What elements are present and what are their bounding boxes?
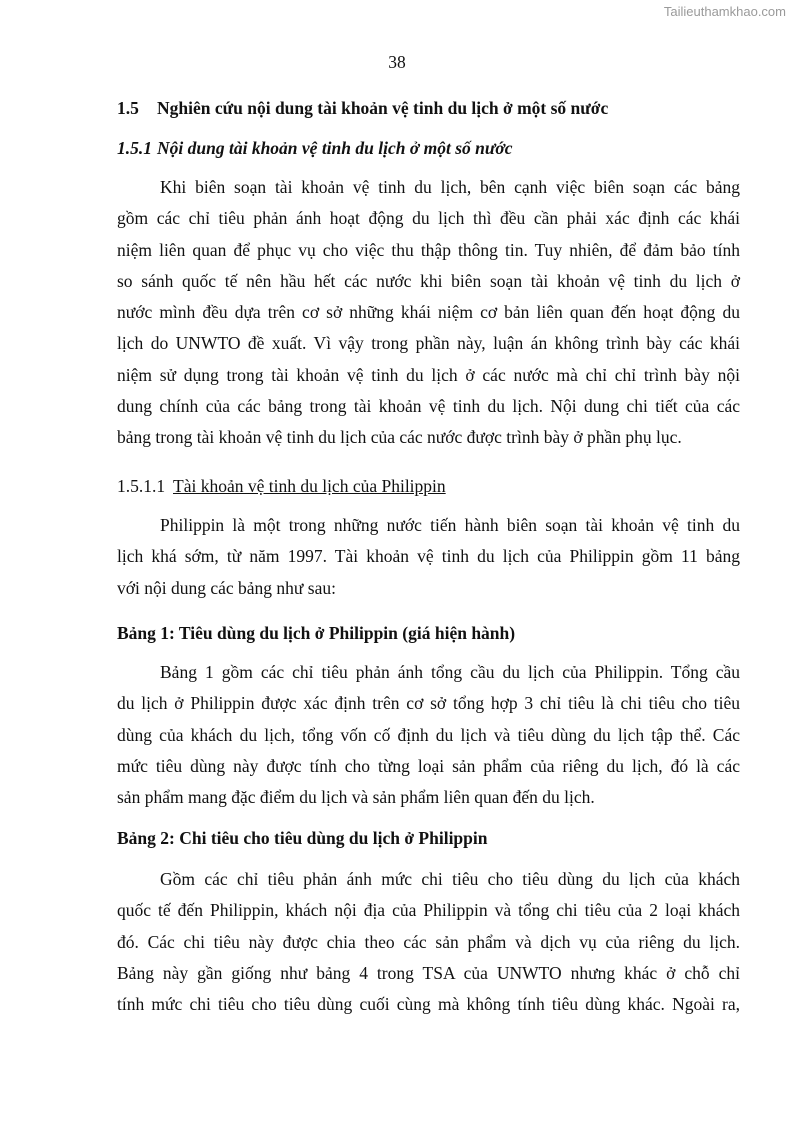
subsubsection-number: 1.5.1.1: [117, 476, 166, 496]
text-line: mức tiêu dùng này được tính cho từng loại sản phẩm của riêng du lịch, đó là các: [117, 755, 740, 776]
text-line: Gồm các chỉ tiêu phản ánh mức chi tiêu cho tiêu dùng du lịch của khách: [160, 869, 740, 889]
text-line: Khi biên soạn tài khoản vệ tinh du lịch, bên cạnh việc biên soạn các bảng: [160, 177, 740, 197]
section-title: Nghiên cứu nội dung tài khoản vệ tinh du lịch ở một số nước: [157, 98, 609, 118]
section-heading-1-5: [117, 93, 740, 124]
text-line: lịch do UNWTO đề xuất. Vì vậy trong phần này, luận án không trình bày các khái: [117, 333, 740, 354]
text-line: Philippin là một trong những nước tiến hành biên soạn tài khoản vệ tinh du: [160, 515, 740, 535]
text-line: bảng trong tài khoản vệ tinh du lịch của các nước được trình bày ở phần phụ lục.: [117, 427, 682, 448]
text-line: so sánh quốc tế nên hầu hết các nước khi biên soạn tài khoản vệ tinh du lịch ở: [117, 270, 740, 291]
text-line: Bảng này gần giống như bảng 4 trong TSA của UNWTO nhưng khác ở chỗ chỉ: [117, 962, 740, 983]
section-number: 1.5: [117, 98, 139, 118]
text-line: niệm liên quan để phục vụ cho việc thu thập thông tin. Tuy nhiên, để đảm bảo tính: [117, 239, 740, 260]
subsubsection-heading-1-5-1-1: [117, 471, 740, 502]
text-line: với nội dung các bảng như sau:: [117, 577, 336, 598]
text-line: tính mức chi tiêu cho tiêu dùng cuối cùng mà không tính tiêu dùng khác. Ngoài ra,: [117, 994, 740, 1015]
table-1-title: Bảng 1: Tiêu dùng du lịch ở Philippin (giá hiện hành): [117, 623, 516, 643]
paragraph-intro: [117, 172, 740, 454]
text-line: lịch khá sớm, từ năm 1997. Tài khoản vệ tinh du lịch của Philippin gồm 11 bảng: [117, 546, 740, 567]
paragraph-philippin: [117, 510, 740, 604]
paragraph-table-2: [117, 864, 740, 1020]
text-line: dùng của khách du lịch, tổng vốn cố định du lịch và tiêu dùng du lịch tập thể. Các: [117, 724, 740, 745]
subsubsection-title: Tài khoản vệ tinh du lịch của Philippin: [173, 476, 446, 496]
text-line: du lịch ở Philippin được xác định trên cơ sở tổng hợp 3 chỉ tiêu là chi tiêu cho tiêu: [117, 693, 740, 714]
page-number: 38: [388, 52, 406, 72]
table-2-title: Bảng 2: Chi tiêu cho tiêu dùng du lịch ở Philippin: [117, 828, 488, 848]
subsection-heading-1-5-1: [117, 133, 740, 164]
text-line: dung chính của các bảng trong tài khoản vệ tinh du lịch. Nội dung chi tiết của các: [117, 396, 740, 417]
text-line: sản phẩm mang đặc điểm du lịch và sản phẩm liên quan đến du lịch.: [117, 787, 595, 808]
text-line: niệm sử dụng trong tài khoản vệ tinh du lịch ở các nước mà chỉ chỉ trình bày nội: [117, 364, 740, 385]
watermark: Tailieuthamkhao.com: [663, 4, 786, 19]
subsection-number: 1.5.1: [117, 138, 152, 158]
text-line: gồm các chỉ tiêu phản ánh hoạt động du lịch thì đều cần phải xác định các khái: [117, 208, 740, 229]
text-line: Bảng 1 gồm các chỉ tiêu phản ánh tổng cầu du lịch của Philippin. Tổng cầu: [160, 662, 740, 682]
paragraph-table-1: [117, 657, 740, 813]
text-line: quốc tế đến Philippin, khách nội địa của Philippin và tổng chi tiêu của 2 loại khách: [117, 900, 740, 921]
text-line: nước mình đều dựa trên cơ sở những khái niệm cơ bản liên quan đến hoạt động du: [117, 302, 740, 323]
text-line: đó. Các chi tiêu này được chia theo các sản phẩm và dịch vụ của riêng du lịch.: [117, 931, 740, 952]
subsection-title: Nội dung tài khoản vệ tinh du lịch ở một số nước: [157, 138, 513, 158]
